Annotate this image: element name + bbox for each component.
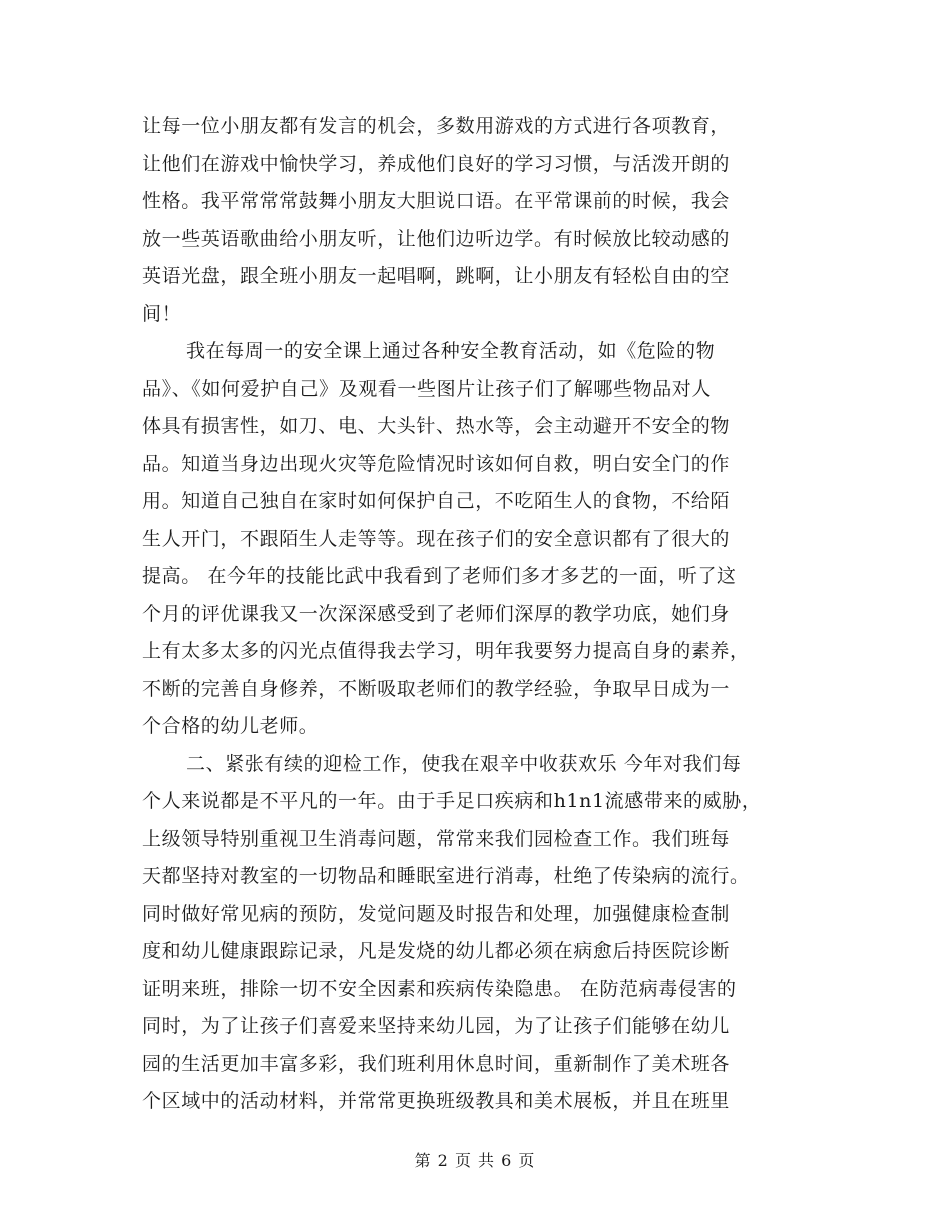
text-line: 二、紧张有续的迎检工作，使我在艰辛中收获欢乐 今年对我们每	[186, 752, 742, 775]
text-line: 品。知道当身边出现火灾等危险情况时该如何自救，明白安全门的作	[142, 452, 731, 475]
text-line: 英语光盘，跟全班小朋友一起唱啊，跳啊，让小朋友有轻松自由的空	[142, 265, 731, 287]
text-line: 园的生活更加丰富多彩，我们班利用休息时间，重新制作了美术班各	[142, 1052, 731, 1075]
text-line: 用。知道自己独自在家时如何保护自己，不吃陌生人的食物，不给陌	[142, 490, 731, 512]
text-line: 度和幼儿健康跟踪记录，凡是发烧的幼儿都必须在病愈后持医院诊断	[142, 940, 731, 962]
text-line: 生人开门，不跟陌生人走等等。现在孩子们的安全意识都有了很大的	[142, 527, 731, 550]
text-line: 品》、《如何爱护自己》及观看一些图片让孩子们了解哪些物品对人	[142, 377, 712, 400]
text-line: 个区域中的活动材料，并常常更换班级教具和美术展板，并且在班里	[142, 1090, 731, 1112]
text-line: 个合格的幼儿老师。	[142, 715, 319, 737]
text-line: 让他们在游戏中愉快学习，养成他们良好的学习习惯，与活泼开朗的	[142, 152, 731, 175]
text-line: 性格。我平常常常鼓舞小朋友大胆说口语。在平常课前的时候，我会	[142, 190, 731, 212]
text-line: 放一些英语歌曲给小朋友听，让他们边听边学。有时候放比较动感的	[142, 227, 731, 250]
paragraph-2	[142, 333, 822, 746]
paragraph-1	[142, 108, 822, 333]
page-number-footer: 第 2 页 共 6 页	[414, 1151, 536, 1170]
text-line: 让每一位小朋友都有发言的机会，多数用游戏的方式进行各项教育，	[142, 115, 731, 137]
text-line: 提高。 在今年的技能比武中我看到了老师们多才多艺的一面，听了这	[142, 565, 737, 587]
text-line: 证明来班，排除一切不安全因素和疾病传染隐患。 在防范病毒侵害的	[142, 977, 737, 1000]
text-line: 个人来说都是不平凡的一年。由于手足口疾病和h1n1流感带来的威胁，	[142, 790, 762, 812]
text-line: 不断的完善自身修养，不断吸取老师们的教学经验，争取早日成为一	[142, 677, 731, 700]
text-line: 上有太多太多的闪光点值得我去学习，明年我要努力提高自身的素养，	[142, 640, 750, 662]
text-line: 体具有损害性，如刀、电、大头针、热水等，会主动避开不安全的物	[142, 415, 731, 437]
text-line: 间！	[142, 302, 182, 325]
text-line: 上级领导特别重视卫生消毒问题，常常来我们园检查工作。我们班每	[142, 827, 731, 850]
text-line: 天都坚持对教室的一切物品和睡眠室进行消毒，杜绝了传染病的流行。	[142, 865, 750, 887]
text-line: 同时做好常见病的预防，发觉问题及时报告和处理，加强健康检查制	[142, 902, 731, 925]
text-line: 我在每周一的安全课上通过各种安全教育活动，如《危险的物	[186, 340, 716, 362]
paragraph-3	[142, 746, 822, 1121]
document-body	[142, 108, 822, 1121]
text-line: 同时，为了让孩子们喜爱来坚持来幼儿园，为了让孩子们能够在幼儿	[142, 1015, 731, 1037]
text-line: 个月的评优课我又一次深深感受到了老师们深厚的教学功底，她们身	[142, 602, 731, 625]
